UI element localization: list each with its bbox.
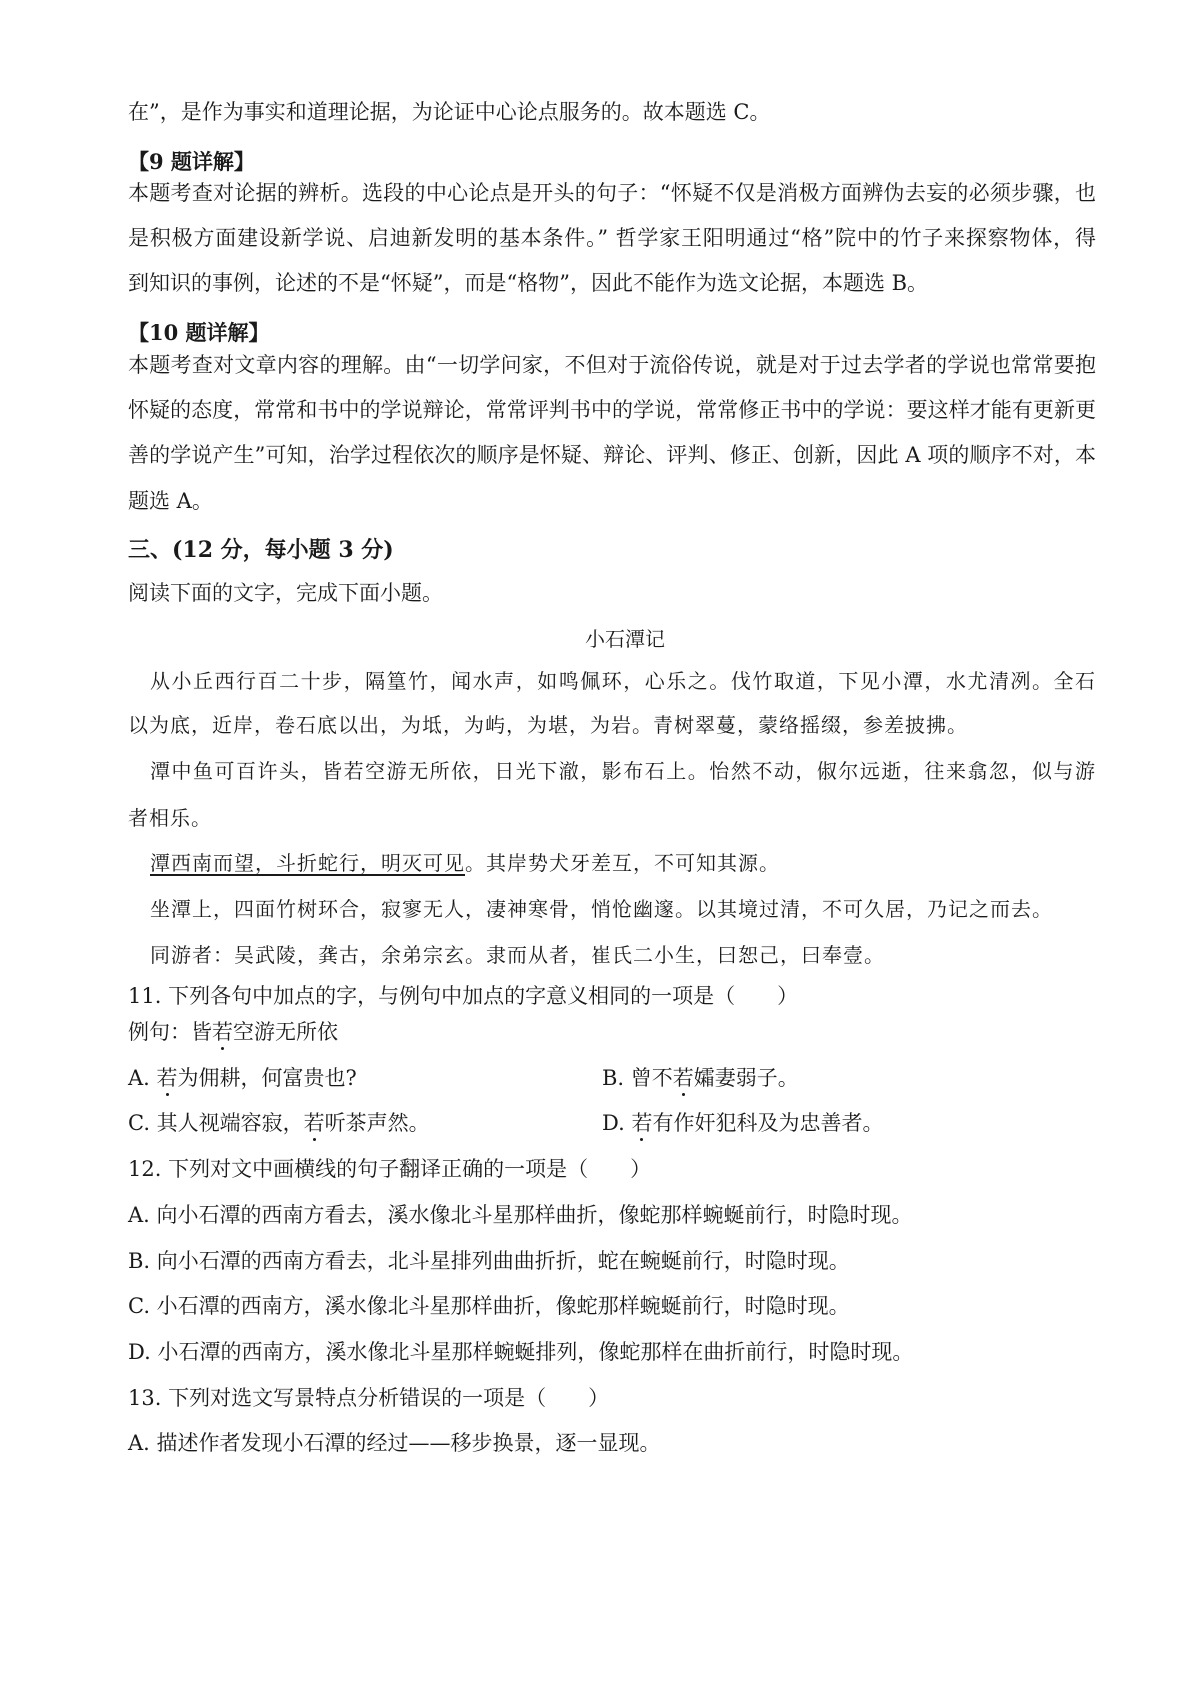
q10-explanation-line-4: 题选 A。 xyxy=(128,489,213,513)
text: 孀妻弱子。 xyxy=(693,1066,799,1090)
passage-para-3 xyxy=(150,848,780,878)
q10-explanation-line-2: 怀疑的态度，常常和书中的学说辩论，常常评判书中的学说，常常修正书中的学说：要这样才能有更新更 xyxy=(128,398,1096,422)
text: B. 曾不 xyxy=(602,1066,673,1090)
text: 为佣耕，何富贵也? xyxy=(177,1066,357,1090)
question-13-option-a[interactable]: A. 描述作者发现小石潭的经过——移步换景，逐一显现。 xyxy=(128,1431,661,1455)
dotted-char: 若 xyxy=(672,1066,694,1090)
passage-para-1-line-1: 从小丘西行百二十步，隔篁竹，闻水声，如鸣佩环，心乐之。伐竹取道，下见小潭，水尤清冽。全石 xyxy=(150,669,1096,693)
text: D. xyxy=(602,1111,632,1135)
dotted-char: 若 xyxy=(156,1066,178,1090)
reading-instruction: 阅读下面的文字，完成下面小题。 xyxy=(128,581,443,605)
passage-text: 潭中鱼可百许头，皆 xyxy=(150,759,344,783)
question-11-option-d[interactable] xyxy=(602,1108,883,1138)
dotted-char: 若 xyxy=(631,1111,653,1135)
question-12-option-a[interactable]: A. 向小石潭的西南方看去，溪水像北斗星那样曲折，像蛇那样蜿蜒前行，时隐时现。 xyxy=(128,1203,913,1227)
passage-para-4: 坐潭上，四面竹树环合，寂寥无人，凄神寒骨，悄怆幽邃。以其境过清，不可久居，乃记之而去。 xyxy=(150,897,1053,921)
question-12-option-c[interactable]: C. 小石潭的西南方，溪水像北斗星那样曲折，像蛇那样蜿蜒前行，时隐时现。 xyxy=(128,1294,850,1318)
passage-para-5: 同游者：吴武陵，龚古，余弟宗玄。隶而从者，崔氏二小生，曰恕己，曰奉壹。 xyxy=(150,943,885,967)
dotted-char: 若 xyxy=(343,759,366,783)
section-3-heading: 三、(12 分，每小题 3 分) xyxy=(128,537,394,563)
q9-explanation-line-1: 本题考查对论据的辨析。选段的中心论点是开头的句子：“怀疑不仅是消极方面辨伪去妄的必须步骤，也 xyxy=(128,181,1096,205)
passage-title: 小石潭记 xyxy=(585,627,665,651)
question-12-option-d[interactable]: D. 小石潭的西南方，溪水像北斗星那样蜿蜒排列，像蛇那样在曲折前行，时隐时现。 xyxy=(128,1340,914,1364)
passage-text: 空游无所依，日光下澈，影布石上。怡然不动，俶尔远逝，往来翕忽，似与游 xyxy=(365,759,1096,783)
answer-8-tail: 在”，是作为事实和道理论据，为论证中心论点服务的。故本题选 C。 xyxy=(128,100,771,124)
heading-q9-explanation: 【9 题详解】 xyxy=(128,149,255,174)
q9-explanation-line-3: 到知识的事例，论述的不是“怀疑”，而是“格物”，因此不能作为选文论据，本题选 B。 xyxy=(128,271,929,295)
text: 听茶声然。 xyxy=(324,1111,430,1135)
dotted-char: 若 xyxy=(303,1111,325,1135)
heading-q10-explanation: 【10 题详解】 xyxy=(128,320,270,345)
question-11-option-a[interactable] xyxy=(128,1063,357,1093)
passage-para-1-line-2: 以为底，近岸，卷石底以出，为坻，为屿，为堪，为岩。青树翠蔓，蒙络摇缀，参差披拂。 xyxy=(128,713,968,737)
passage-para-2-line-1 xyxy=(150,756,1096,786)
question-13-stem: 13. 下列对选文写景特点分析错误的一项是（ ） xyxy=(128,1386,610,1410)
question-11-option-c[interactable] xyxy=(128,1108,430,1138)
text: 有作奸犯科及为忠善者。 xyxy=(652,1111,884,1135)
passage-para-2-line-2: 者相乐。 xyxy=(128,806,212,830)
question-11-stem: 11. 下列各句中加点的字，与例句中加点的字意义相同的一项是（ ） xyxy=(128,984,799,1008)
text: 例句：皆 xyxy=(128,1020,212,1044)
underlined-sentence: 潭西南而望，斗折蛇行，明灭可见 xyxy=(150,851,465,875)
q9-explanation-line-2: 是积极方面建设新学说、启迪新发明的基本条件。” 哲学家王阳明通过“格”院中的竹子来探察物体，得 xyxy=(128,226,1096,250)
question-12-stem: 12. 下列对文中画横线的句子翻译正确的一项是（ ） xyxy=(128,1157,652,1181)
question-11-option-b[interactable] xyxy=(602,1063,799,1093)
passage-text: 。其岸势犬牙差互，不可知其源。 xyxy=(465,851,780,875)
question-11-example xyxy=(128,1017,338,1047)
text: 空游无所依 xyxy=(233,1020,338,1044)
text: C. 其人视端容寂， xyxy=(128,1111,304,1135)
q10-explanation-line-1: 本题考查对文章内容的理解。由“一切学问家，不但对于流俗传说，就是对于过去学者的学说也常常要抱 xyxy=(128,353,1096,377)
question-12-option-b[interactable]: B. 向小石潭的西南方看去，北斗星排列曲曲折折，蛇在蜿蜒前行，时隐时现。 xyxy=(128,1249,850,1273)
dotted-char: 若 xyxy=(212,1020,233,1044)
q10-explanation-line-3: 善的学说产生”可知，治学过程依次的顺序是怀疑、辩论、评判、修正、创新，因此 A 项的顺序不对，本 xyxy=(128,443,1096,467)
text: A. xyxy=(128,1066,157,1090)
